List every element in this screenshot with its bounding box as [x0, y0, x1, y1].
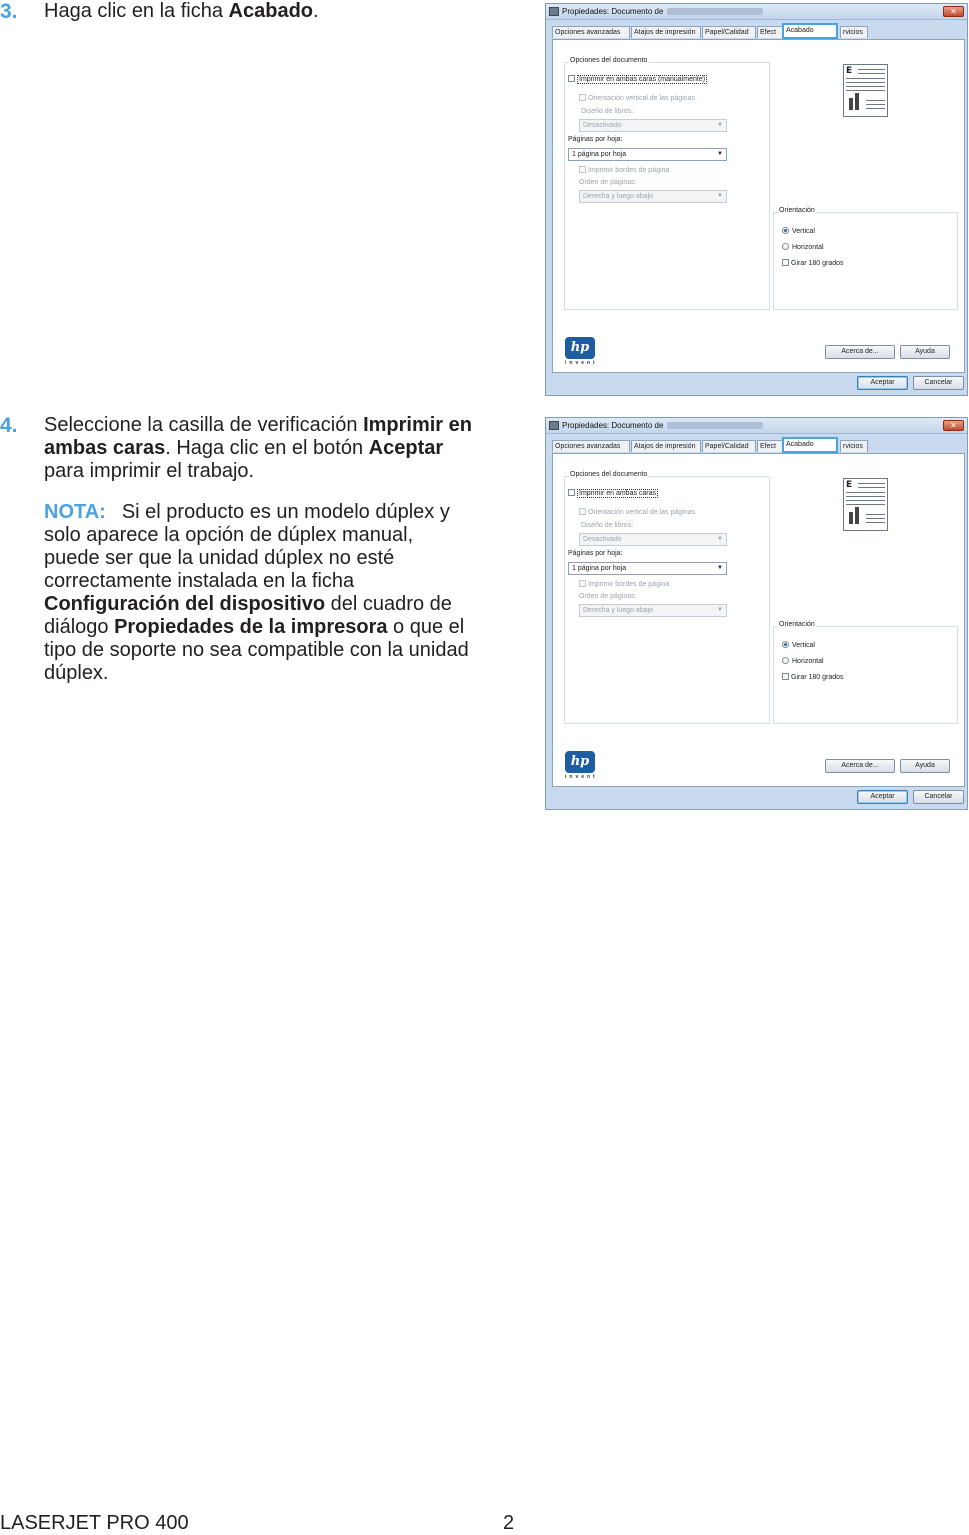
- duplex-label: Imprimir en ambas caras: [579, 490, 657, 497]
- about-button[interactable]: Acerca de...: [825, 345, 895, 359]
- landscape-radio-row[interactable]: Horizontal: [782, 243, 824, 251]
- note-text-b: Configuración del dispositivo: [44, 593, 326, 615]
- note-label: NOTA:: [44, 501, 106, 523]
- document-options-group: [564, 57, 770, 310]
- note-text-e: o que el tipo de soporte no sea compatible con la unidad dúplex.: [44, 616, 469, 684]
- rotate-checkbox[interactable]: [782, 259, 789, 266]
- duplex-label: Imprimir en ambas caras (manualmente): [579, 76, 706, 83]
- duplex-checkbox-row[interactable]: [568, 489, 658, 497]
- preview-letter-icon: E: [846, 66, 853, 76]
- tab-acabado[interactable]: Acabado: [782, 437, 838, 453]
- step-4-text-b: Imprimir en ambas caras: [44, 414, 472, 459]
- note-text-a: Si el producto es un modelo dúplex y solo aparece la opción de dúplex manual, puede ser que la unidad dúplex no esté correctamente instalada en la ficha: [44, 501, 450, 592]
- booklet-select[interactable]: Desactivado ▼: [579, 533, 727, 546]
- document-options-title: Opciones del documento: [570, 471, 648, 478]
- dialog-title-bar: [546, 418, 967, 434]
- page-order-select[interactable]: Derecha y luego abajo ▼: [579, 604, 727, 617]
- page-borders-checkbox[interactable]: [579, 166, 586, 173]
- printer-icon: [549, 421, 559, 430]
- orientation-title: Orientación: [779, 621, 815, 628]
- landscape-radio[interactable]: [782, 657, 789, 664]
- step-4-text-d: Aceptar: [368, 437, 444, 459]
- tab-atajos[interactable]: Atajos de impresión: [631, 440, 701, 452]
- step-4-text-e: para imprimir el trabajo.: [44, 460, 255, 482]
- tab-servicios[interactable]: rvicios: [840, 26, 868, 38]
- hp-invent-text: invent: [565, 774, 598, 780]
- step-4-text-c: . Haga clic en el botón: [165, 437, 369, 459]
- chevron-down-icon: ▼: [717, 565, 723, 571]
- dialog-title-bar: [546, 4, 967, 20]
- step-4-text: [44, 414, 474, 483]
- rotate-checkbox[interactable]: [782, 673, 789, 680]
- step-3-text: [44, 0, 474, 23]
- booklet-label: Diseño de libros:: [581, 522, 634, 529]
- document-options-title: Opciones del documento: [570, 57, 648, 64]
- tab-opciones-avanzadas[interactable]: Opciones avanzadas: [552, 26, 630, 38]
- cancel-button[interactable]: Cancelar: [913, 790, 964, 804]
- portrait-radio-row[interactable]: Vertical: [782, 227, 815, 235]
- footer-page-number: 2: [503, 1512, 515, 1534]
- acabado-panel: [552, 39, 965, 373]
- hp-invent-text: invent: [565, 360, 598, 366]
- chevron-down-icon: ▼: [717, 536, 723, 542]
- chevron-down-icon: ▼: [717, 151, 723, 157]
- step-4-text-a: Seleccione la casilla de verificación: [44, 414, 364, 436]
- document-options-group: [564, 471, 770, 724]
- landscape-radio[interactable]: [782, 243, 789, 250]
- hp-logo: hp: [565, 751, 595, 773]
- page-preview: [843, 64, 888, 117]
- cancel-button[interactable]: Cancelar: [913, 376, 964, 390]
- page-order-select[interactable]: Derecha y luego abajo ▼: [579, 190, 727, 203]
- tab-atajos[interactable]: Atajos de impresión: [631, 26, 701, 38]
- help-button[interactable]: Ayuda: [900, 759, 950, 773]
- tab-efectos[interactable]: Efect: [757, 26, 784, 38]
- booklet-select[interactable]: Desactivado ▼: [579, 119, 727, 132]
- step-3-text-b: Acabado: [228, 0, 314, 22]
- preview-letter-icon: E: [846, 480, 853, 490]
- orientation-group: [773, 207, 958, 310]
- ok-button[interactable]: Aceptar: [857, 790, 908, 804]
- note-text-d: Propiedades de la impresora: [114, 616, 388, 638]
- step-4-number: 4.: [0, 414, 18, 437]
- pages-per-sheet-label: Páginas por hoja:: [568, 136, 623, 143]
- page-preview: [843, 478, 888, 531]
- dialog-title: Propiedades: Documento de: [562, 421, 763, 430]
- step-3-text-c: .: [313, 0, 319, 22]
- pages-per-sheet-select[interactable]: 1 página por hoja ▼: [568, 562, 727, 575]
- page-order-label: Orden de páginas:: [579, 179, 637, 186]
- pages-per-sheet-label: Páginas por hoja:: [568, 550, 623, 557]
- chevron-down-icon: ▼: [717, 607, 723, 613]
- chevron-down-icon: ▼: [717, 193, 723, 199]
- tab-opciones-avanzadas[interactable]: Opciones avanzadas: [552, 440, 630, 452]
- chevron-down-icon: ▼: [717, 122, 723, 128]
- tab-servicios[interactable]: rvicios: [840, 440, 868, 452]
- duplex-checkbox[interactable]: [568, 75, 575, 82]
- about-button[interactable]: Acerca de...: [825, 759, 895, 773]
- note: [44, 501, 474, 685]
- orientation-group: [773, 621, 958, 724]
- step-3-number: 3.: [0, 0, 18, 23]
- printer-properties-dialog-1: [545, 3, 968, 396]
- pages-per-sheet-select[interactable]: 1 página por hoja ▼: [568, 148, 727, 161]
- booklet-label: Diseño de libros:: [581, 108, 634, 115]
- duplex-checkbox[interactable]: [568, 489, 575, 496]
- hp-logo: hp: [565, 337, 595, 359]
- page-order-label: Orden de páginas:: [579, 593, 637, 600]
- orientation-title: Orientación: [779, 207, 815, 214]
- page-borders-checkbox[interactable]: [579, 580, 586, 587]
- landscape-radio-row[interactable]: Horizontal: [782, 657, 824, 665]
- tab-papel-calidad[interactable]: Papel/Calidad: [702, 440, 756, 452]
- dialog-title: Propiedades: Documento de: [562, 7, 763, 16]
- printer-icon: [549, 7, 559, 16]
- duplex-checkbox-row[interactable]: [568, 75, 707, 83]
- footer-product-name: LASERJET PRO 400: [0, 1512, 189, 1534]
- tab-papel-calidad[interactable]: Papel/Calidad: [702, 26, 756, 38]
- flip-pages-checkbox[interactable]: [579, 508, 586, 515]
- acabado-panel: [552, 453, 965, 787]
- help-button[interactable]: Ayuda: [900, 345, 950, 359]
- step-3-text-a: Haga clic en la ficha: [44, 0, 229, 22]
- ok-button[interactable]: Aceptar: [857, 376, 908, 390]
- note-text-c: del cuadro de diálogo: [44, 593, 452, 638]
- portrait-radio[interactable]: [782, 641, 789, 648]
- close-button[interactable]: ✕: [943, 420, 964, 431]
- portrait-radio[interactable]: [782, 227, 789, 234]
- rotate-checkbox-row[interactable]: Girar 180 grados: [782, 259, 844, 267]
- flip-pages-row[interactable]: Orientación vertical de las páginas: [579, 508, 695, 516]
- close-button[interactable]: ✕: [943, 6, 964, 17]
- page-borders-row[interactable]: Imprimir bordes de página: [579, 580, 669, 588]
- portrait-radio-row[interactable]: Vertical: [782, 641, 815, 649]
- rotate-checkbox-row[interactable]: Girar 180 grados: [782, 673, 844, 681]
- tab-efectos[interactable]: Efect: [757, 440, 784, 452]
- tab-acabado[interactable]: Acabado: [782, 23, 838, 39]
- printer-properties-dialog-2: [545, 417, 968, 810]
- flip-pages-row[interactable]: Orientación vertical de las páginas: [579, 94, 695, 102]
- flip-pages-checkbox[interactable]: [579, 94, 586, 101]
- page-borders-row[interactable]: Imprimir bordes de página: [579, 166, 669, 174]
